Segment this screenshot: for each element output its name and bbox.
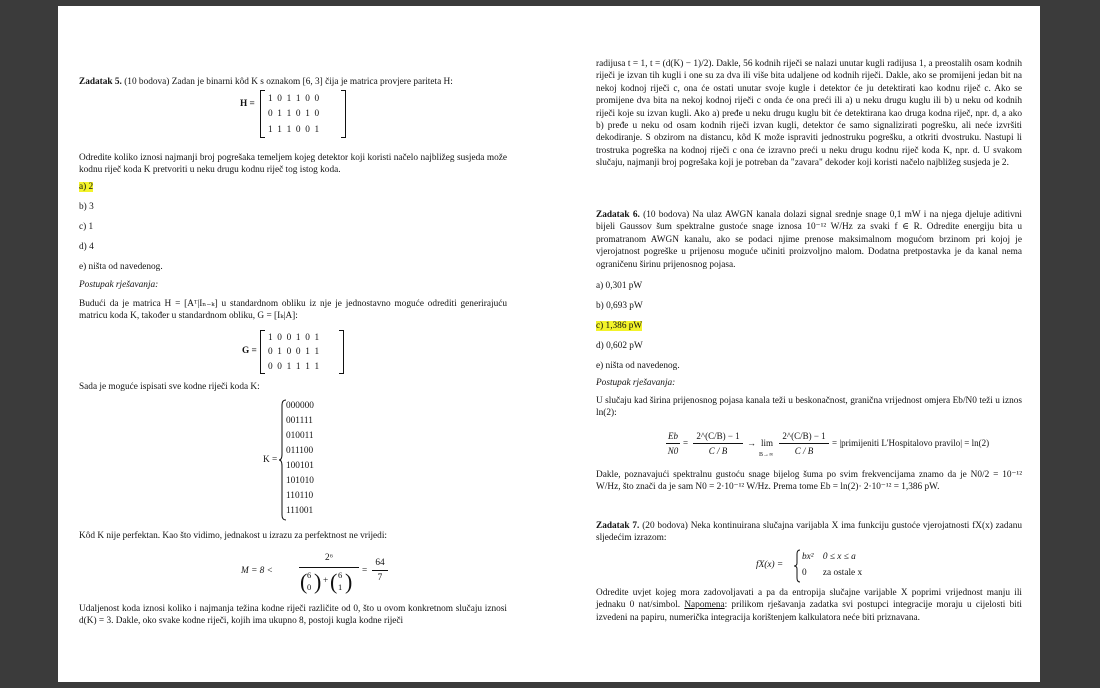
task5-paragraph-4: Udaljenost koda iznosi koliko i najmanja težina kodne riječi različite od 0, što u ovom konkretnom slučaju iznosi d(K) = 3. Dakle, oko svake kodne riječi, kojih ima ukupno 8, postoji kugla kodne riječi	[79, 604, 507, 627]
h-matrix: 1 0 1 1 0 0 0 1 1 0 1 0 1 1 1 0 0 1	[260, 90, 346, 138]
task5-heading: Zadatak 5.	[79, 77, 122, 87]
option-e: e) ništa od navedenog.	[596, 361, 680, 371]
task6-options	[596, 280, 680, 380]
task5-options	[79, 181, 163, 281]
procedure-label: Postupak rješavanja:	[596, 378, 676, 388]
codeword: 011100	[286, 446, 314, 456]
procedure-label: Postupak rješavanja:	[79, 280, 159, 290]
option-c-correct: c) 1,386 pW	[596, 321, 643, 331]
perfectness-equation: M = 8 < 2⁶ ( 6 0 ) + ( 6 1 ) = 64 7	[241, 552, 441, 598]
task5-question: Odredite koliko iznosi najmanji broj pogrešaka temeljem kojeg detektor koji koristi načelo najbližeg susjeda može kodnu riječ koda K pretvoriti u neku drugu kodnu riječ tog istog koda.	[79, 153, 507, 176]
codeword: 000000	[286, 401, 314, 411]
g-matrix-label: G =	[242, 346, 257, 356]
task7-question: Odredite uvjet kojeg mora zadovoljavati a pa da entropija slučajne varijable X poprimi vrijednost manju ili jednaku 0 nat/simbol. Napomena: prilikom rješavanja zadatka svi postupci integracije moraju u cijelosti biti izvedeni na papiru, numerička integracija korištenjem kalkulatora neće biti priznavana.	[596, 588, 1022, 623]
codeword: 111001	[286, 506, 314, 516]
h-matrix-label: H =	[240, 99, 255, 109]
limit-equation: Eb N0 = 2^(C/B) − 1 C / B → lim B→∞ 2^(C/B) − 1 C / B = |primijeniti L'Hospitalovo pravilo| = ln(2)	[667, 431, 990, 458]
pdf-definition: fX(x) = bx² 0 ≤ x ≤ a 0 za ostale x	[756, 549, 906, 583]
note-label: Napomena	[684, 600, 725, 611]
option-b: b) 0,693 pW	[596, 301, 643, 311]
codeword-list	[286, 399, 314, 519]
task6-paragraph-2: Dakle, poznavajući spektralnu gustoću snage bijelog šuma po svim frekvencijama znamo da je N0/2 = 10⁻¹² W/Hz, što znači da je sam N0 = 2·10⁻¹² W/Hz. Prema tome Eb = ln(2)· 2·10⁻¹² = 1,386 pW.	[596, 470, 1022, 493]
g-matrix: 1 0 0 1 0 1 0 1 0 0 1 1 0 0 1 1 1 1	[260, 330, 344, 374]
option-a: a) 0,301 pW	[596, 281, 643, 291]
task7-heading: Zadatak 7.	[596, 521, 640, 531]
task6-heading: Zadatak 6.	[596, 210, 640, 220]
task5-paragraph-2: Sada je moguće ispisati sve kodne riječi koda K:	[79, 382, 260, 392]
task5-paragraph-3: Kôd K nije perfektan. Kao što vidimo, jednakost u izrazu za perfektnost ne vrijedi:	[79, 531, 387, 541]
piecewise-brace	[793, 549, 801, 583]
option-d: d) 0,602 pW	[596, 341, 643, 351]
document-page	[58, 6, 1040, 682]
option-e: e) ništa od navedenog.	[79, 262, 163, 272]
codeword: 100101	[286, 461, 314, 471]
task7-intro: Zadatak 7. (20 bodova) Neka kontinuirana slučajna varijabla X ima funkciju gustoće vjerojatnosti fX(x) zadanu sljedećim izrazom:	[596, 521, 1022, 544]
task5-intro: Zadatak 5. (10 bodova) Zadan je binarni kôd K s oznakom [6, 3] čija je matrica provjere pariteta H:	[79, 77, 453, 87]
k-set-label: K =	[263, 455, 278, 465]
option-d: d) 4	[79, 242, 94, 252]
option-a-correct: a) 2	[79, 182, 94, 192]
task5-continuation: radijusa t = 1, t = (d(K) − 1)/2). Dakle, 56 kodnih riječi se nalazi unutar kugli radijusa 1, a preostalih osam kodnih riječi je izvan tih kugli i one su za dva ili više bita udaljene od kodnih riječi. Dakle, ako se promijeni jedan bit na nekoj kodnoj riječi c, ona će ostati unutar svoje kugle i detektor će ju detektirati kao kodnu riječ c. Ako se promijene dva bita na nekoj kodnoj riječi c onda će ona preći ili a) u neku drugu kuglu ili b) u neku od kodnih riječi koje su izvan kugli. Ako a) pređe u neku drugu kuglu bit će detektirana kao druga kodna riječ, npr. d, a ako b) pređe u neku od osam kodnih riječi izvan kugli, detektor će samo signalizirati pogrešku, ali neće izvršiti dekodiranje. S obzirom na distancu, kôd K može ispraviti jednostruku pogrešku, a otkriti dvostruku. Nastupi li trostruka pogreška na kodnoj riječi c ona će izravno preći u neku drugu kodnu riječ koda K, npr. d. U svakom slučaju, najmanji broj pogrešaka koji je potreban da "zavara" dekoder koji koristi načelo najbližeg susjeda je 2.	[596, 59, 1022, 169]
codeword: 010011	[286, 431, 314, 441]
codeword: 110110	[286, 491, 314, 501]
task6-paragraph-1: U slučaju kad širina prijenosnog pojasa kanala teži u beskonačnost, granična vrijednost omjera Eb/N0 teži u iznos ln(2):	[596, 396, 1022, 419]
codeword: 001111	[286, 416, 313, 426]
task5-paragraph-1: Budući da je matrica H = [Aᵀ|Iₙ₋ₖ] u standardnom obliku iz nje je jednostavno moguće odrediti generirajuću matricu koda K, također u standardnom obliku, G = [Iₖ|A]:	[79, 299, 507, 322]
codeword: 101010	[286, 476, 314, 486]
option-b: b) 3	[79, 202, 94, 212]
task6-intro: Zadatak 6. (10 bodova) Na ulaz AWGN kanala dolazi signal srednje snage 0,1 mW i na njega djeluje aditivni bijeli Gaussov šum spektralne gustoće snage iznosa 10⁻¹² W/Hz za svaki f ∈ R. Odredite energiju bita u promatranom AWGN kanalu, ako se podaci njime prenose maksimalnom mogućom brzinom pri kojoj je vjerojatnost pogreške u prijenosu moguće učiniti proizvoljno malom. Dodatna pretpostavka je da kanal nema ograničenu širinu prijenosnog pojasa.	[596, 210, 1022, 270]
option-c: c) 1	[79, 222, 94, 232]
